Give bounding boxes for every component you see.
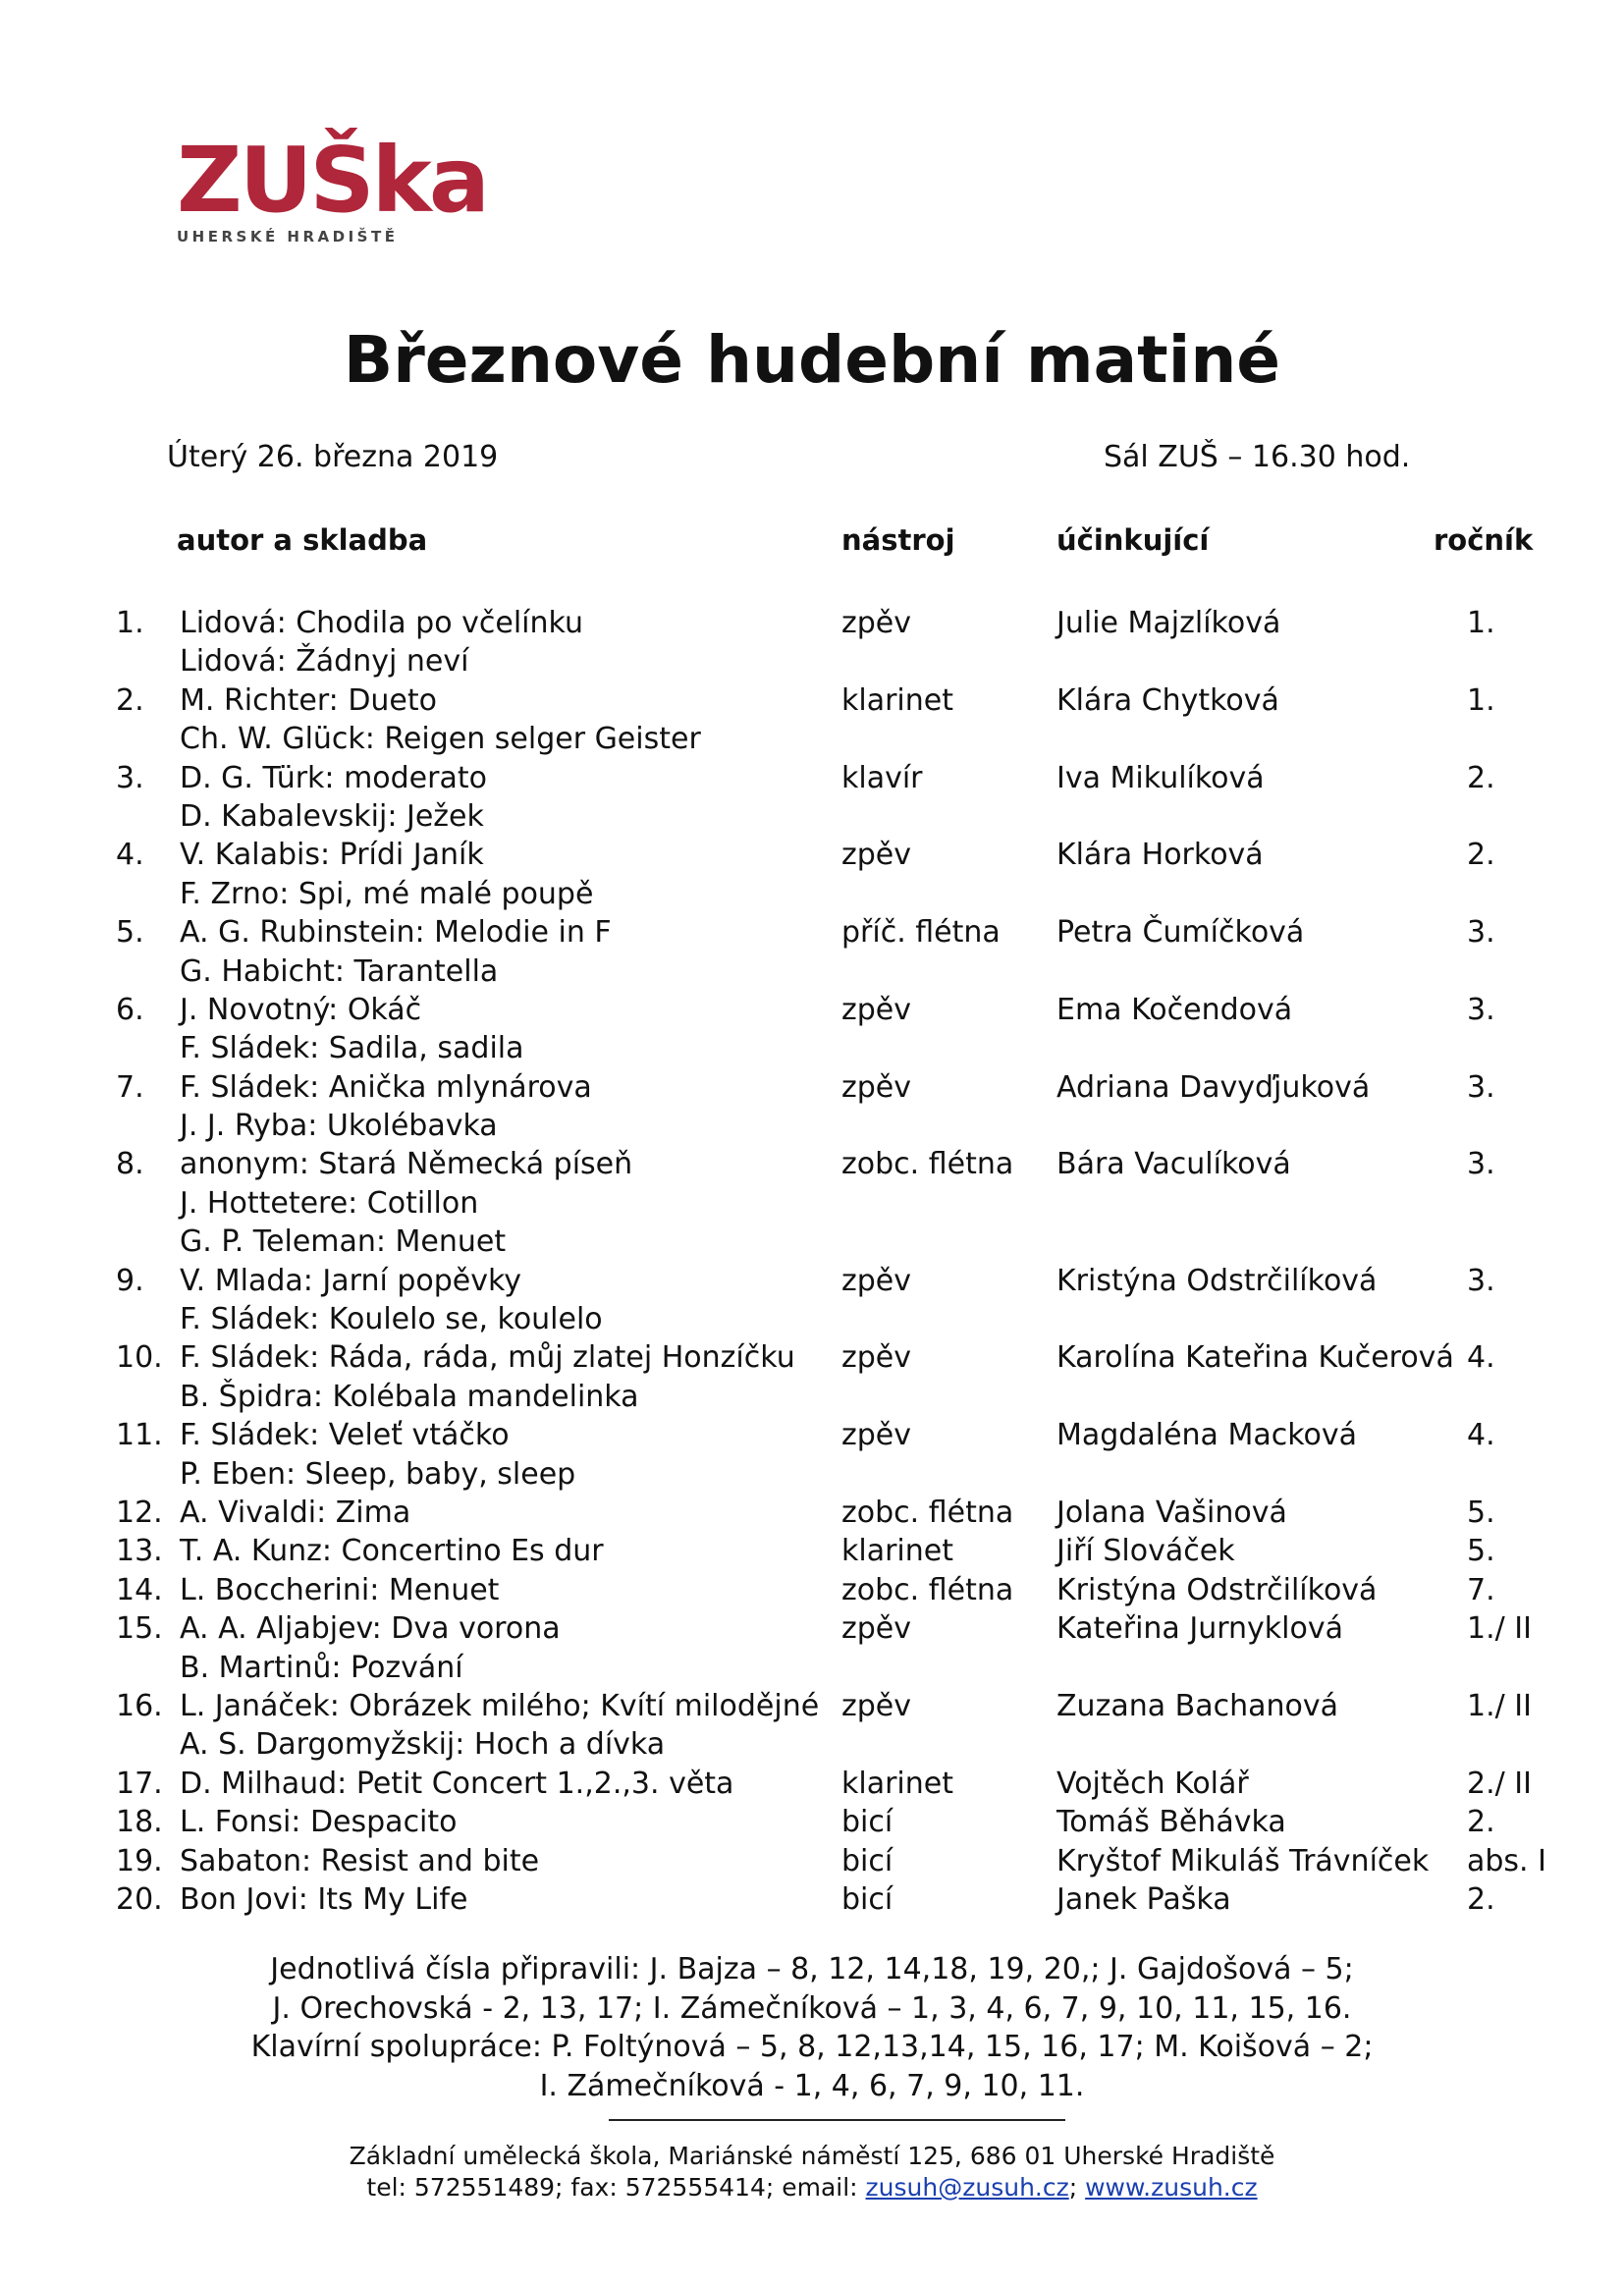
- email-link[interactable]: zusuh@zusuh.cz: [865, 2173, 1069, 2202]
- row-composition: anonym: Stará Německá píseň: [180, 1147, 633, 1182]
- row-year: 7.: [1467, 1572, 1495, 1607]
- row-instrument: zpěv: [841, 1418, 912, 1453]
- credit-line: Klavírní spolupráce: P. Foltýnová – 5, 8, 12,13,14, 15, 16, 17; M. Koišová – 2;: [250, 2030, 1374, 2064]
- program-row: [0, 1803, 1624, 1841]
- row-number: 4.: [116, 838, 144, 873]
- program-row: [0, 1880, 1624, 1919]
- credit-line: J. Orechovská - 2, 13, 17; I. Zámečníková – 1, 3, 4, 6, 7, 9, 10, 11, 15, 16.: [272, 1990, 1352, 2026]
- concert-venue: Sál ZUŠ – 16.30 hod.: [1104, 440, 1411, 474]
- row-instrument: zpěv: [841, 1688, 912, 1723]
- row-composition: F. Sládek: Anička mlynárova: [180, 1069, 592, 1105]
- program-row: [0, 1725, 1624, 1764]
- preparation-credits: [0, 1950, 1624, 2105]
- row-instrument: klarinet: [841, 682, 953, 718]
- program-row: [0, 991, 1624, 1029]
- row-year: 1./ II: [1467, 1611, 1532, 1647]
- row-year: 4.: [1467, 1418, 1495, 1453]
- row-composition: T. A. Kunz: Concertino Es dur: [180, 1534, 604, 1569]
- program-row: [0, 1107, 1624, 1145]
- row-number: 19.: [116, 1843, 163, 1878]
- program-list: [0, 604, 1624, 1919]
- row-instrument: zobc. flétna: [841, 1572, 1014, 1607]
- row-composition: D. Kabalevskij: Ježek: [180, 798, 484, 834]
- row-composition: A. S. Dargomyžskij: Hoch a dívka: [180, 1727, 666, 1763]
- row-instrument: příč. flétna: [841, 915, 1001, 951]
- row-year: 1.: [1467, 606, 1495, 640]
- row-composition: A. Vivaldi: Zima: [180, 1495, 411, 1530]
- row-instrument: zpěv: [841, 1263, 912, 1298]
- row-performer: Kryštof Mikuláš Trávníček: [1056, 1843, 1430, 1878]
- row-instrument: zpěv: [841, 838, 912, 873]
- zuska-logo: [177, 128, 487, 253]
- row-performer: Kristýna Odstrčilíková: [1056, 1263, 1378, 1298]
- row-composition: A. A. Aljabjev: Dva vorona: [180, 1611, 561, 1647]
- contact-phone-fax: tel: 572551489; fax: 572555414; email:: [366, 2173, 866, 2202]
- row-number: 18.: [116, 1805, 163, 1840]
- row-performer: Klára Horková: [1056, 838, 1264, 873]
- row-performer: Bára Vaculíková: [1056, 1147, 1291, 1182]
- row-year: 4.: [1467, 1340, 1495, 1376]
- row-instrument: zobc. flétna: [841, 1147, 1014, 1182]
- website-link[interactable]: www.zusuh.cz: [1085, 2173, 1258, 2202]
- program-row: [0, 952, 1624, 991]
- row-instrument: zpěv: [841, 606, 912, 640]
- program-row: [0, 1223, 1624, 1261]
- row-year: 5.: [1467, 1534, 1495, 1569]
- row-instrument: zpěv: [841, 992, 912, 1027]
- program-row: [0, 1609, 1624, 1648]
- row-number: 7.: [116, 1069, 144, 1105]
- program-row: [0, 1378, 1624, 1416]
- row-performer: Kristýna Odstrčilíková: [1056, 1572, 1378, 1607]
- row-composition: Sabaton: Resist and bite: [180, 1843, 540, 1878]
- row-number: 12.: [116, 1495, 163, 1530]
- row-composition: Bon Jovi: Its My Life: [180, 1881, 468, 1917]
- row-composition: B. Špidra: Kolébala mandelinka: [180, 1379, 639, 1414]
- row-year: 2.: [1467, 1805, 1495, 1840]
- concert-date: Úterý 26. března 2019: [167, 440, 499, 474]
- row-year: 2./ II: [1467, 1766, 1532, 1801]
- row-performer: Jolana Vašinová: [1056, 1495, 1287, 1530]
- row-performer: Ema Kočendová: [1056, 992, 1293, 1027]
- row-instrument: bicí: [841, 1881, 893, 1917]
- row-instrument: klavír: [841, 760, 923, 795]
- program-row: [0, 1029, 1624, 1067]
- row-performer: Klára Chytková: [1056, 682, 1279, 718]
- row-instrument: zobc. flétna: [841, 1495, 1014, 1530]
- row-instrument: zpěv: [841, 1340, 912, 1376]
- row-number: 3.: [116, 760, 144, 795]
- program-row: [0, 1649, 1624, 1687]
- row-composition: F. Sládek: Koulelo se, koulelo: [180, 1302, 603, 1337]
- program-row: [0, 836, 1624, 874]
- row-year: 3.: [1467, 992, 1495, 1027]
- row-composition: L. Fonsi: Despacito: [180, 1805, 458, 1840]
- row-year: 5.: [1467, 1495, 1495, 1530]
- footer-divider: [609, 2119, 1065, 2121]
- row-number: 5.: [116, 915, 144, 951]
- row-performer: Jiří Slováček: [1056, 1534, 1235, 1569]
- program-row: [0, 797, 1624, 836]
- school-address: [0, 2141, 1624, 2203]
- row-performer: Julie Majzlíková: [1056, 606, 1281, 640]
- page-title: Březnové hudební matiné: [343, 322, 1281, 398]
- program-row: [0, 1145, 1624, 1183]
- row-number: 14.: [116, 1572, 163, 1607]
- program-row: [0, 875, 1624, 913]
- row-year: 1.: [1467, 682, 1495, 718]
- program-row: [0, 1532, 1624, 1570]
- row-composition: V. Kalabis: Prídi Janík: [180, 838, 484, 873]
- row-performer: Kateřina Jurnyklová: [1056, 1611, 1343, 1647]
- row-number: 1.: [116, 606, 144, 640]
- row-composition: J. Novotný: Okáč: [180, 992, 422, 1027]
- row-year: 3.: [1467, 1147, 1495, 1182]
- row-composition: G. Habicht: Tarantella: [180, 953, 499, 989]
- row-instrument: klarinet: [841, 1534, 953, 1569]
- program-row: [0, 1494, 1624, 1532]
- row-instrument: zpěv: [841, 1611, 912, 1647]
- program-row: [0, 720, 1624, 758]
- row-year: 3.: [1467, 1263, 1495, 1298]
- header-performer: účinkující: [1056, 523, 1210, 557]
- row-number: 16.: [116, 1688, 163, 1723]
- row-composition: B. Martinů: Pozvání: [180, 1650, 463, 1685]
- contact-line: [0, 2172, 1624, 2203]
- row-number: 11.: [116, 1418, 163, 1453]
- program-row: [0, 1765, 1624, 1803]
- row-number: 2.: [116, 682, 144, 718]
- logo-wordmark: ZUŠka: [177, 128, 487, 233]
- program-row: [0, 1300, 1624, 1338]
- row-performer: Magdaléna Macková: [1056, 1418, 1358, 1453]
- row-composition: Lidová: Chodila po včelínku: [180, 606, 583, 640]
- header-composition: autor a skladba: [177, 523, 428, 557]
- row-year: 3.: [1467, 1069, 1495, 1105]
- row-composition: J. J. Ryba: Ukolébavka: [180, 1109, 498, 1144]
- program-row: [0, 1842, 1624, 1880]
- row-number: 6.: [116, 992, 144, 1027]
- program-row: [0, 759, 1624, 797]
- row-number: 10.: [116, 1340, 163, 1376]
- row-composition: D. G. Türk: moderato: [180, 760, 487, 795]
- row-year: 2.: [1467, 760, 1495, 795]
- row-composition: F. Sládek: Sadila, sadila: [180, 1031, 524, 1066]
- row-year: 2.: [1467, 838, 1495, 873]
- row-composition: A. G. Rubinstein: Melodie in F: [180, 915, 612, 951]
- row-year: abs. I: [1467, 1843, 1546, 1878]
- row-number: 20.: [116, 1881, 163, 1917]
- row-composition: F. Zrno: Spi, mé malé poupě: [180, 876, 594, 911]
- row-composition: L. Boccherini: Menuet: [180, 1572, 500, 1607]
- row-composition: F. Sládek: Veleť vtáčko: [180, 1418, 510, 1453]
- header-instrument: nástroj: [841, 523, 955, 557]
- row-composition: Lidová: Žádnyj neví: [180, 644, 469, 680]
- program-row: [0, 1455, 1624, 1494]
- logo-subtitle: UHERSKÉ HRADIŠTĚ: [177, 228, 399, 245]
- program-row: [0, 642, 1624, 680]
- row-composition: G. P. Teleman: Menuet: [180, 1224, 507, 1260]
- program-row: [0, 1687, 1624, 1725]
- row-year: 3.: [1467, 915, 1495, 951]
- row-composition: Ch. W. Glück: Reigen selger Geister: [180, 722, 701, 757]
- row-number: 8.: [116, 1147, 144, 1182]
- row-composition: V. Mlada: Jarní popěvky: [180, 1263, 522, 1298]
- credit-line: I. Zámečníková - 1, 4, 6, 7, 9, 10, 11.: [539, 2068, 1085, 2103]
- program-row: [0, 1338, 1624, 1377]
- header-year: ročník: [1434, 523, 1534, 557]
- row-performer: Iva Mikulíková: [1056, 760, 1265, 795]
- program-row: [0, 1184, 1624, 1223]
- row-composition: L. Janáček: Obrázek milého; Kvítí milodějné: [180, 1688, 820, 1723]
- row-number: 17.: [116, 1766, 163, 1801]
- program-row: [0, 913, 1624, 952]
- row-performer: Vojtěch Kolář: [1056, 1766, 1249, 1801]
- address-line: Základní umělecká škola, Mariánské náměstí 125, 686 01 Uherské Hradiště: [349, 2142, 1275, 2170]
- program-row: [0, 604, 1624, 642]
- program-row: [0, 681, 1624, 720]
- row-performer: Karolína Kateřina Kučerová: [1056, 1340, 1454, 1376]
- row-composition: P. Eben: Sleep, baby, sleep: [180, 1456, 576, 1492]
- program-row: [0, 1416, 1624, 1454]
- row-number: 9.: [116, 1263, 144, 1298]
- row-performer: Tomáš Běhávka: [1056, 1805, 1286, 1840]
- row-instrument: zpěv: [841, 1069, 912, 1105]
- program-row: [0, 1068, 1624, 1107]
- row-performer: Janek Paška: [1056, 1881, 1231, 1917]
- row-number: 15.: [116, 1611, 163, 1647]
- row-year: 2.: [1467, 1881, 1495, 1917]
- row-composition: M. Richter: Dueto: [180, 682, 438, 718]
- row-number: 13.: [116, 1534, 163, 1569]
- row-composition: J. Hottetere: Cotillon: [180, 1185, 479, 1221]
- contact-separator: ;: [1068, 2173, 1086, 2202]
- row-performer: Adriana Davyďjuková: [1056, 1069, 1371, 1105]
- program-row: [0, 1571, 1624, 1609]
- row-year: 1./ II: [1467, 1688, 1532, 1723]
- program-row: [0, 1262, 1624, 1300]
- credit-line: Jednotlivá čísla připravili: J. Bajza – 8, 12, 14,18, 19, 20,; J. Gajdošová – 5;: [270, 1952, 1354, 1986]
- row-instrument: bicí: [841, 1805, 893, 1840]
- row-composition: D. Milhaud: Petit Concert 1.,2.,3. věta: [180, 1766, 734, 1801]
- row-instrument: bicí: [841, 1843, 893, 1878]
- row-performer: Zuzana Bachanová: [1056, 1688, 1338, 1723]
- row-instrument: klarinet: [841, 1766, 953, 1801]
- row-performer: Petra Čumíčková: [1056, 915, 1305, 951]
- row-composition: F. Sládek: Ráda, ráda, můj zlatej Honzíčku: [180, 1340, 795, 1376]
